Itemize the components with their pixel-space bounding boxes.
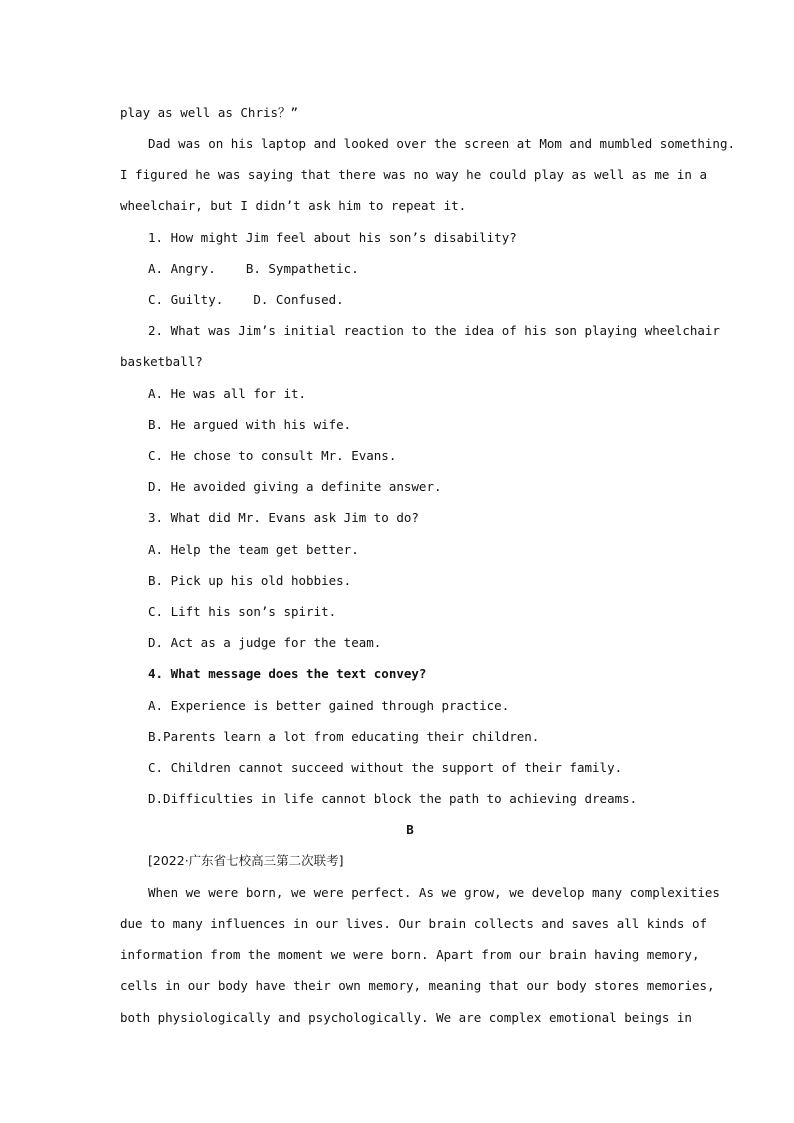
passage-line: When we were born, we were perfect. As we grow, we develop many complexities [148, 885, 720, 900]
question-option: A. He was all for it. [148, 386, 307, 401]
question-option: C. Children cannot succeed without the support of their family. [148, 760, 623, 775]
question-option: C. He chose to consult Mr. Evans. [148, 448, 397, 463]
question-option: C. Guilty. D. Confused. [148, 292, 344, 307]
passage-line: information from the moment we were born. Apart from our brain having memory, [120, 947, 700, 962]
question-option: A. Experience is better gained through practice. [148, 698, 510, 713]
question-stem: 1. How might Jim feel about his son’s disability? [148, 230, 517, 245]
passage-line: both physiologically and psychologically. We are complex emotional beings in [120, 1010, 692, 1025]
question-option: A. Angry. B. Sympathetic. [148, 261, 359, 276]
question-option: B.Parents learn a lot from educating their children. [148, 729, 540, 744]
passage-line: play as well as Chris？” [120, 105, 299, 120]
section-heading: B [406, 822, 414, 837]
question-stem: 3. What did Mr. Evans ask Jim to do? [148, 510, 419, 525]
source-tag: [2022·广东省七校高三第二次联考] [148, 853, 344, 868]
passage-line: wheelchair, but I didn’t ask him to repeat it. [120, 198, 467, 213]
passage-line: due to many influences in our lives. Our brain collects and saves all kinds of [120, 916, 707, 931]
question-option: D.Difficulties in life cannot block the path to achieving dreams. [148, 791, 638, 806]
passage-line: cells in our body have their own memory, meaning that our body stores memories, [120, 978, 715, 993]
question-option: B. Pick up his old hobbies. [148, 573, 352, 588]
question-option: D. He avoided giving a definite answer. [148, 479, 442, 494]
question-stem: 4. What message does the text convey? [148, 666, 427, 681]
question-option: A. Help the team get better. [148, 542, 359, 557]
question-option: C. Lift his son’s spirit. [148, 604, 337, 619]
passage-line: I figured he was saying that there was no way he could play as well as me in a [120, 167, 707, 182]
question-option: B. He argued with his wife. [148, 417, 352, 432]
question-stem: basketball? [120, 354, 203, 369]
question-option: D. Act as a judge for the team. [148, 635, 382, 650]
question-stem: 2. What was Jim’s initial reaction to the idea of his son playing wheelchair [148, 323, 720, 338]
passage-line: Dad was on his laptop and looked over the screen at Mom and mumbled something. [148, 136, 735, 151]
